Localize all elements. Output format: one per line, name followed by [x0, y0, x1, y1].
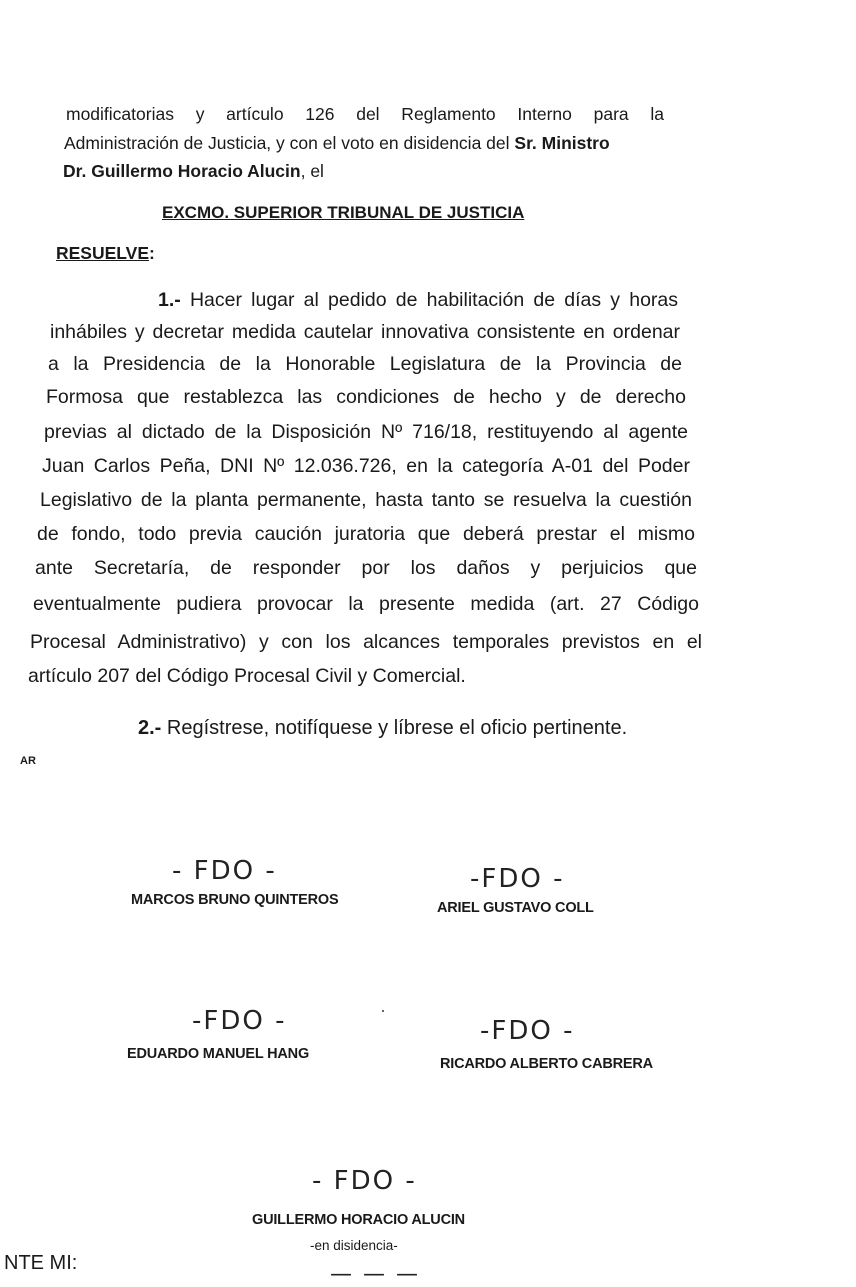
signer-name-3: EDUARDO MANUEL HANG — [127, 1046, 310, 1062]
court-title: EXCMO. SUPERIOR TRIBUNAL DE JUSTICIA — [162, 203, 525, 222]
signature-mark-5: - FDO - — [312, 1166, 417, 1196]
intro-line-2-text: Administración de Justicia, y con el voto en disidencia del — [64, 133, 515, 153]
point1-line-2: inhábiles y decretar medida cautelar innovativa consistente en ordenar — [50, 321, 680, 343]
signer-name-1: MARCOS BRUNO QUINTEROS — [131, 892, 339, 908]
point1-line-10: eventualmente pudiera provocar la presente medida (art. 27 Código — [33, 593, 699, 615]
intro-line-3 — [63, 161, 324, 181]
signature-mark-2: -FDO - — [470, 864, 565, 894]
signature-mark-1: - FDO - — [172, 856, 277, 886]
point1-line-12: artículo 207 del Código Procesal Civil y Comercial. — [28, 665, 466, 687]
intro-line-1: modificatorias y artículo 126 del Reglamento Interno para la — [66, 104, 664, 124]
point1-line-11: Procesal Administrativo) y con los alcances temporales previstos en el — [30, 631, 702, 653]
author-initials: AR — [20, 755, 36, 767]
resuelve-label: RESUELVE — [56, 243, 150, 263]
point1-line-9: ante Secretaría, de responder por los daños y perjuicios que — [35, 557, 697, 579]
signer-name-5: GUILLERMO HORACIO ALUCIN — [252, 1212, 465, 1228]
speck-dot — [382, 1010, 384, 1012]
resuelve-colon: : — [149, 243, 155, 263]
point1-line-3: a la Presidencia de la Honorable Legislatura de la Provincia de — [48, 353, 682, 375]
point1-line-6: Juan Carlos Peña, DNI Nº 12.036.726, en la categoría A-01 del Poder — [42, 455, 690, 477]
point1-text-1: Hacer lugar al pedido de habilitación de días y horas — [180, 289, 678, 311]
intro-line-2-bold: Sr. Ministro — [514, 133, 610, 153]
point2-line — [138, 716, 627, 740]
point1-line-5: previas al dictado de la Disposición Nº 716/18, restituyendo al agente — [44, 421, 688, 443]
signer-name-2: ARIEL GUSTAVO COLL — [437, 900, 594, 916]
signature-mark-3: -FDO - — [192, 1006, 287, 1036]
bottom-cutoff-mark: — — — — [330, 1262, 420, 1287]
resuelve-heading — [56, 243, 155, 264]
point2-text: Regístrese, notifíquese y líbrese el oficio pertinente. — [161, 717, 628, 739]
bottom-cutoff-text: NTE MI: — [4, 1252, 78, 1274]
point2-number: 2.- — [138, 717, 162, 739]
intro-line-2 — [64, 133, 665, 153]
point1-line-7: Legislativo de la planta permanente, hasta tanto se resuelva la cuestión — [40, 489, 692, 511]
point1-line-8: de fondo, todo previa caución juratoria que deberá prestar el mismo — [37, 523, 695, 545]
point1-number: 1.- — [158, 289, 181, 311]
point1-line-4: Formosa que restablezca las condiciones de hecho y de derecho — [46, 386, 686, 408]
signer-name-4: RICARDO ALBERTO CABRERA — [440, 1056, 653, 1072]
intro-line-3-text: , el — [300, 161, 324, 181]
signature-mark-4: -FDO - — [480, 1016, 575, 1046]
dissent-note: -en disidencia- — [310, 1238, 398, 1253]
minister-name: Dr. Guillermo Horacio Alucin — [63, 161, 301, 181]
point1-line-1 — [158, 288, 678, 312]
